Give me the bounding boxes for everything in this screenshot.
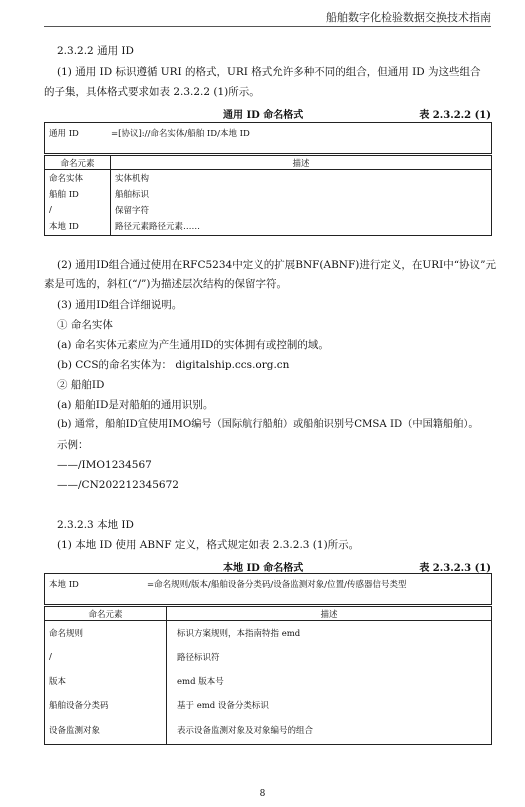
paragraph-2b: 素是可选的，斜杠(“/”)为描述层次结构的保留字符。 [44, 278, 287, 290]
table-top-value: =[协议]://命名实体/船舶 ID/本地 ID [111, 129, 250, 139]
item-naming-entity: ① 命名实体 [57, 319, 113, 331]
example-label: 示例： [57, 439, 89, 451]
table-1-number: 表 2.3.2.2 (1) [419, 110, 491, 121]
row-name: 船舶设备分类码 [45, 693, 167, 717]
paragraph-1b: 的子集，具体格式要求如表 2.3.2.2 (1)所示。 [44, 86, 260, 98]
section-heading-2323: 2.3.2.3 本地 ID [57, 519, 134, 531]
table-top-row [45, 123, 492, 154]
row-desc: 基于 emd 设备分类标识 [167, 693, 492, 717]
header-divider [44, 26, 491, 27]
page-number: 8 [259, 789, 266, 799]
example-2: ——/CN202212345672 [57, 479, 179, 491]
row-desc: 表示设备监测对象及对象编号的组合 [167, 717, 492, 745]
section-heading-2322: 2.3.2.2 通用 ID [57, 45, 134, 57]
col-header-name: 命名元素 [45, 607, 167, 621]
table-row [45, 186, 492, 202]
running-header-title: 船舶数字化检验数据交换技术指南 [326, 11, 491, 24]
table-row [45, 170, 492, 186]
row-desc: 路径元素路径元素…… [111, 218, 492, 236]
row-desc: emd 版本号 [167, 669, 492, 693]
item-naming-entity-a: (a) 命名实体元素应为产生通用ID的实体拥有或控制的域。 [57, 339, 329, 351]
col-header-desc: 描述 [167, 607, 492, 621]
table-row [45, 693, 492, 717]
item-ship-id-a: (a) 船舶ID是对船舶的通用识别。 [57, 399, 214, 411]
table-row [45, 669, 492, 693]
row-name: 设备监测对象 [45, 717, 167, 745]
table-1-caption: 通用 ID 命名格式 [223, 110, 304, 121]
table-row [45, 202, 492, 218]
row-name: 命名规则 [45, 621, 167, 645]
table-2-caption: 本地 ID 命名格式 [223, 563, 304, 574]
row-name: / [45, 202, 111, 218]
table-row [45, 645, 492, 669]
table-header-row [45, 607, 492, 621]
item-naming-entity-b: (b) CCS的命名实体为： digitalship.ccs.org.cn [57, 359, 290, 371]
table-row [45, 218, 492, 236]
row-name: 本地 ID [45, 218, 111, 236]
table-row [45, 621, 492, 645]
table-top-cell [45, 123, 492, 154]
row-name: 船舶 ID [45, 186, 111, 202]
row-name: / [45, 645, 167, 669]
table-top-row [45, 574, 492, 605]
col-header-name: 命名元素 [45, 156, 111, 170]
row-desc: 路径标识符 [167, 645, 492, 669]
col-header-desc: 描述 [111, 156, 492, 170]
row-desc: 标识方案规则，本指南特指 emd [167, 621, 492, 645]
item-ship-id-b: (b) 通常，船舶ID宜使用IMO编号（国际航行船舶）或船舶识别号CMSA ID（中国籍船舶）。 [57, 419, 479, 430]
row-desc: 实体机构 [111, 170, 492, 186]
table-header-row [45, 156, 492, 170]
table-generic-id-format [44, 122, 492, 236]
row-name: 命名实体 [45, 170, 111, 186]
row-name: 版本 [45, 669, 167, 693]
row-desc: 船舶标识 [111, 186, 492, 202]
table-local-id-format [44, 573, 492, 745]
table-top-label: 本地 ID [49, 580, 79, 590]
item-ship-id: ② 船舶ID [57, 379, 105, 391]
paragraph-local-1: (1) 本地 ID 使用 ABNF 定义，格式规定如表 2.3.2.3 (1)所示。 [57, 539, 360, 551]
table-2-number: 表 2.3.2.3 (1) [419, 563, 491, 574]
paragraph-2a: (2) 通用ID组合通过使用在RFC5234中定义的扩展BNF(ABNF)进行定义，在URI中“协议”元 [57, 259, 497, 271]
table-top-cell [45, 574, 492, 605]
table-top-value: =命名规则/版本/船舶设备分类码/设备监测对象/位置/传感器信号类型 [147, 580, 407, 590]
paragraph-1a: (1) 通用 ID 标识遵循 URI 的格式，URI 格式允许多种不同的组合，但通用 ID 为这些组合 [57, 66, 481, 78]
paragraph-3: (3) 通用ID组合详细说明。 [57, 299, 183, 311]
example-1: ——/IMO1234567 [57, 459, 152, 471]
row-desc: 保留字符 [111, 202, 492, 218]
table-row [45, 717, 492, 745]
table-top-label: 通用 ID [49, 129, 79, 139]
